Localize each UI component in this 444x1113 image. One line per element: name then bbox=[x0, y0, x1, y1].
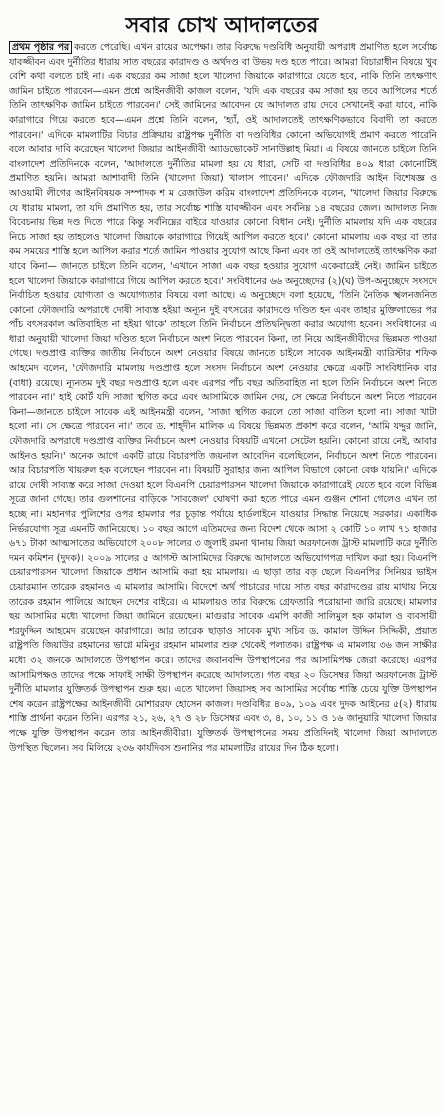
article-lead: করতে পেরেছি। এখন রায়ের অপেক্ষা। তার বিরুদ্ধে দণ্ডবিধি অনুযায়ী অপরাধ প্রমাণিত হলে সর্বোচ্চ যাবজ্জীবন এবং দুর্নীতির ধারায় সাত বছরের কারাদণ্ড ও অর্থদণ্ড বা উভয় দণ্ড হতে পারে। আমরা বিচারাধীন বিষয়ে খুব বেশি কথা বলতে চাই না। bbox=[9, 42, 437, 83]
article-headline: সবার চোখ আদালতের bbox=[125, 13, 319, 37]
article-body bbox=[9, 41, 437, 1107]
jump-label: প্রথম পৃষ্ঠার পর bbox=[9, 41, 72, 54]
cropped-top-strip bbox=[0, 0, 444, 9]
article-paragraph-1: এক বছরের কম সাজা হলে খালেদা জিয়াকে কারাগারে যেতে হবে, নাকি তিনি তৎক্ষণাৎ জামিন চাইতে পারবেন—এমন প্রশ্নে আইনজীবী কাজল বলেন, 'যদি এক বছরের কম সাজা হয় তবে আপিলের শর্তে তিনি তাৎক্ষণিক জামিন চাইতে পারবেন।' সেই জামিনের আবেদন যে আদালত রায় দেবে সেখানেই করা যাবে, নাকি কারাগারে গিয়ে করতে হবে—এমন প্রশ্নে তিনি বলেন, 'হ্যাঁ, ওই আদালতেই তাৎক্ষণিকভাবে বিবাদী তা করতে পারবেন।' bbox=[9, 71, 437, 141]
article-paragraph-2: এদিকে মামলাটির বিচার প্রক্রিয়ায় রাষ্ট্রপক্ষ দুর্নীতি বা দণ্ডবিধির কোনো অভিযোগই প্রমাণ করতে পারেনি বলে আবার দাবি করেছেন খালেদা জিয়ার আইনজীবী অ্যাডভোকেট সানাউল্লাহ মিয়া। এ বিষয়ে জানতে চাইলে তিনি বাংলাদেশ প্রতিদিনকে বলেন, 'আদালতে দুর্নীতির মামলা হয় যে ধারা, সেটি বা দণ্ডবিধির ৪০৯ ধারা কোনোটিই প্রমাণিত হয়নি। আমরা আশাবাদী তিনি (খালেদা জিয়া) খালাস পাবেন।' এদিকে ফৌজদারি আইন বিশেষজ্ঞ ও আওয়ামী লীগের আইনবিষয়ক সম্পাদক শ ম রেজাউল করিম বাংলাদেশ প্রতিদিনকে বলেন, 'খালেদা জিয়ার বিরুদ্ধে যে ধারায় মামলা, তা যদি প্রমাণিত হয়, তার সর্বোচ্চ শাস্তি যাবজ্জীবন এবং সর্বনিম্ন ১৪ বছরের জেল। আদালত নিজ বিবেচনায় ভিন্ন দণ্ড দিতে পারে কিন্তু সর্বনিম্নের বাইরে যাওয়ার কোনো বিধান নেই। দুর্নীতি মামলায় যদি এক বছরের নিচে সাজা হয় তাহলেও খালেদা জিয়াকে কারাগারে গিয়েই আপিল করতে হবে।' কোনো মামলায় এক বছর বা তার কম সময়ের শাস্তি হলে আপিল করার শর্তে জামিন পাওয়ার সুযোগ আছে কিনা এবং তা ওই আদালতেই তাৎক্ষণিক করা যাবে কিনা— জানতে চাইলে তিনি বলেন, 'এখানে সাজা এক বছর হওয়ার সুযোগ একেবারেই নেই। জামিন চাইতে হলে খালেদা জিয়াকে কারাগারে গিয়ে আপিল করতে হবে।' সংবিধানের ৬৬ অনুচ্ছেদের (২)(ঘ) উপ-অনুচ্ছেদে সংসদে নির্বাচিত হওয়ার যোগ্যতা ও অযোগ্যতার বিষয়ে বলা আছে। এ অনুচ্ছেদে বলা হয়েছে, 'তিনি নৈতিক স্খলনজনিত কোনো ফৌজদারি অপরাধে দোষী সাব্যস্ত হইয়া অন্যূন দুই বৎসরের কারাদণ্ডে দণ্ডিত হন এবং তাহার মুক্তিলাভের পর পাঁচ বৎসরকাল অতিবাহিত না হইয়া থাকে' তাহলে তিনি নির্বাচনে প্রতিদ্বন্দ্বিতা করার অযোগ্য হবেন। সংবিধানের এ ধারা অনুযায়ী খালেদা জিয়া দণ্ডিত হলে নির্বাচনে অংশ নিতে পারবেন কিনা, তা নিয়ে আইনজীবীদের ভিন্নমত পাওয়া গেছে। দণ্ডপ্রাপ্ত ব্যক্তির জাতীয় নির্বাচনে অংশ নেওয়ার বিষয়ে জানতে চাইলে সাবেক আইনমন্ত্রী ব্যারিস্টার শফিক আহমেদ বলেন, 'ফৌজদারি মামলায় দণ্ডপ্রাপ্ত হলে সংসদ নির্বাচনে অংশ নেওয়ার ক্ষেত্রে একটি সাংবিধানিক বার (বাধা) রয়েছে। ন্যূনতম দুই বছর দণ্ডপ্রাপ্ত হলে এবং এরপর পাঁচ বছর অতিবাহিত না হলে তিনি নির্বাচনে অংশ নিতে পারবেন না।' হাই কোর্ট যদি সাজা স্থগিত করে এবং আসামিকে জামিন দেয়, সে ক্ষেত্রে নির্বাচনে অংশ নিতে পারবেন কিনা—জানতে চাইলে সাবেক এই আইনমন্ত্রী বলেন, 'সাজা স্থগিত করলে তো সাজা বাতিল হলো না। সাজা খাটা হলো না। সে ক্ষেত্রে পারবেন না।' তবে ড. শাহ্দীন মালিক এ বিষয়ে ভিন্নমত প্রকাশ করে বলেন, 'আমি যদ্দুর জানি, ফৌজদারি অপরাধে দণ্ডপ্রাপ্ত ব্যক্তির নির্বাচনে অংশ নেওয়ার বিষয়টি এখনো সেটেল হয়নি। কোনো রায়ে নেই, আবার আইনও হয়নি।' অনেক আগে একটি রায়ে বিচারপতি জয়নাল আবেদিন বলেছিলেন, নির্বাচনে অংশ নিতে পারবেন। আর বিচারপতি খায়রুল হক বলেছেন পারবেন না। বিষয়টি সুরাহার জন্য আপিল বিভাগে কোনো বেঞ্চ যায়নি।' এদিকে রায়ে দোষী সাব্যস্ত করে সাজা দেওয়া হলে বিএনপি চেয়ারপারসন খালেদা জিয়াকে কারাগারেই যেতে হবে বলে বিভিন্ন সূত্রে জানা গেছে। তার গুলশানের বাড়িকে 'সাবজেল' ঘোষণা করা হতে পারে এমন গুঞ্জন শোনা গেলেও এখন তা হচ্ছে না। মহানগর পুলিশের ওপর হামলার পর চূড়ান্ত পর্যায়ে হার্ডলাইনে যাওয়ার সিদ্ধান্ত নিয়েছে সরকার। একাধিক নির্ভরযোগ্য সূত্র এমনটি জানিয়েছে। ১০ বছর আগে এতিমদের জন্য বিদেশ থেকে আসা ২ কোটি ১০ লাখ ৭১ হাজার ৬৭১ টাকা আত্মসাতের অভিযোগে ২০০৮ সালের ৩ জুলাই রমনা থানায় জিয়া অরফানেজ ট্রাস্ট মামলাটি করে দুর্নীতি দমন কমিশন (দুদক)। ২০০৯ সালের ৫ আগস্ট আসামিদের বিরুদ্ধে আদালতে অভিযোগপত্র দাখিল করা হয়। বিএনপি চেয়ারপারসন খালেদা জিয়াকে প্রধান আসামি করা হয় মামলায়। এ ছাড়া তার বড় ছেলে বিএনপির সিনিয়র ভাইস চেয়ারম্যান তারেক রহমানও এ মামলার আসামি। বিদেশে অর্থ পাচারের দায়ে সাত বছর কারাদণ্ডের রায় মাথায় নিয়ে তারেক রহমান পালিয়ে আছেন দেশের বাইরে। এ মামলায়ও তার বিরুদ্ধে গ্রেফতারি পরোয়ানা জারি রয়েছে। মামলার ছয় আসামির মধ্যে খালেদা জিয়া জামিনে রয়েছেন। মাগুরার সাবেক এমপি কাজী সালিমুল হক কামাল ও ব্যবসায়ী শরফুদ্দিন আহমেদ রয়েছেন কারাগারে। আর তারেক ছাড়াও সাবেক মুখ্য সচিব ড. কামাল উদ্দিন সিদ্দিকী, প্রয়াত রাষ্ট্রপতি জিয়াউর রহমানের ভাগ্নে মমিনুর রহমান মামলার শুরু থেকেই পলাতক। রাষ্ট্রপক্ষ এ মামলায় ৩৬ জন সাক্ষীর মধ্যে ৩২ জনকে আদালতে উপস্থাপন করে। তাদের জবানবন্দি উপস্থাপনের পর আসামিপক্ষ জেরা করেছে। এরপর আসামিপক্ষও তাদের পক্ষে সাফাই সাক্ষী উপস্থাপন করেছে আদালতে। গত বছর ২০ ডিসেম্বর জিয়া অরফানেজ ট্রাস্ট দুর্নীতি মামলার যুক্তিতর্ক উপস্থাপন শুরু হয়। এতে খালেদা জিয়াসহ সব আসামির সর্বোচ্চ শাস্তি চেয়ে যুক্তি উপস্থাপন শেষ করেন রাষ্ট্রপক্ষের আইনজীবী মোশাররফ হোসেন কাজল। দণ্ডবিধির ৪০৯, ১০৯ এবং দুদক আইনের ৫(২) ধারায় শাস্তি প্রার্থনা করেন তিনি। এরপর ২১, ২৬, ২৭ ও ২৮ ডিসেম্বর এবং ৩, ৪, ১০, ১১ ও ১৬ জানুয়ারি খালেদা জিয়ার পক্ষে যুক্তি উপস্থাপন করেন তার আইনজীবীরা। যুক্তিতর্ক উপস্থাপনের সময় প্রতিদিনই খালেদা জিয়া আদালতে উপস্থিত ছিলেন। সব মিলিয়ে ২৩৬ কার্যদিবস শুনানির পর মামলাটির রায়ের দিন ঠিক হলো। bbox=[9, 129, 437, 754]
